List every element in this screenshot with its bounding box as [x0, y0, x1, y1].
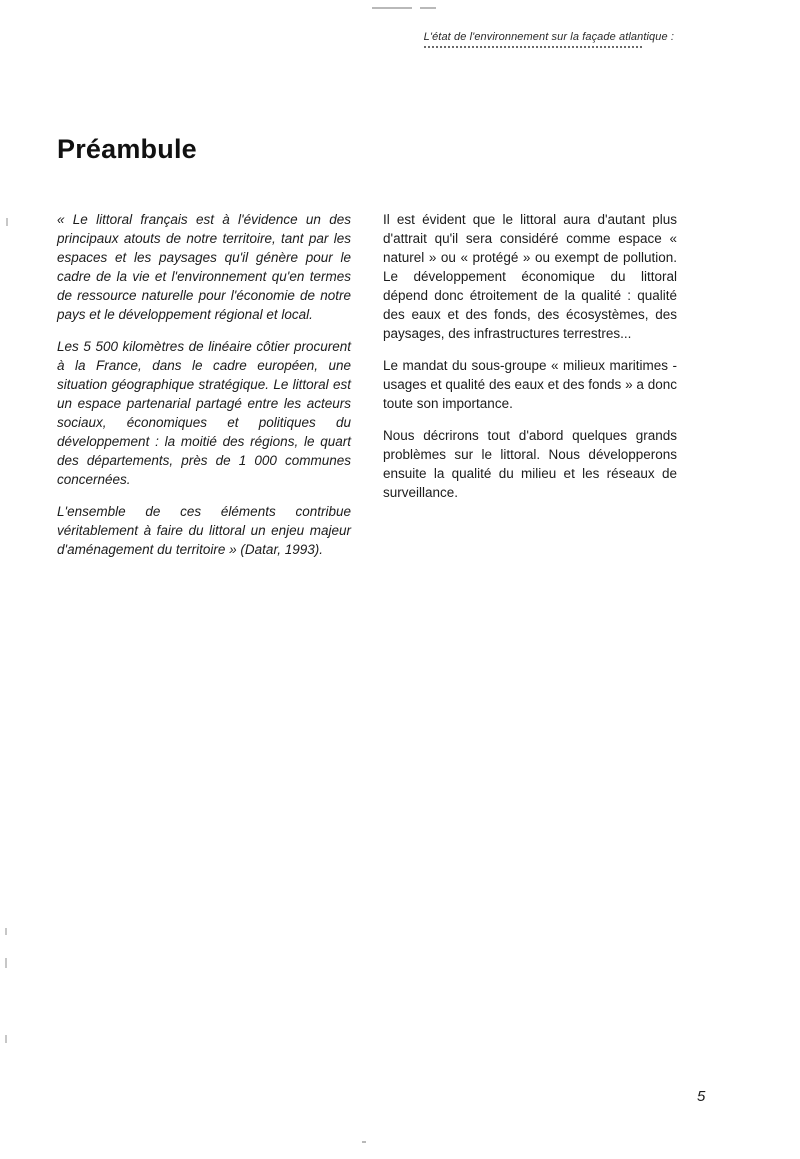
scan-artifact	[5, 928, 7, 935]
paragraph: Il est évident que le littoral aura d'autant plus d'attrait qu'il sera considéré comme espace « naturel » ou « protégé » ou exempt de pollution. Le développement économique du littoral dépend donc étroitement de la qualité : qualité des eaux et des fonds, des écosystèmes, des paysages, des infrastructures terrestres...	[383, 212, 677, 341]
scan-artifact	[5, 1035, 7, 1043]
paragraph: L'ensemble de ces éléments contribue véritablement à faire du littoral un enjeu majeur d'aménagement du territoire » (Datar, 1993).	[57, 504, 351, 557]
page-number: 5	[697, 1088, 706, 1105]
scan-artifact	[6, 218, 8, 226]
paragraph: Nous décrirons tout d'abord quelques grands problèmes sur le littoral. Nous développerons ensuite la qualité du milieu et les réseaux de surveillance.	[383, 428, 677, 500]
paragraph: Le mandat du sous-groupe « milieux maritimes - usages et qualité des eaux et des fonds » a donc toute son importance.	[383, 358, 677, 411]
scan-artifact	[5, 958, 7, 968]
running-header	[424, 31, 674, 48]
dotted-rule	[424, 46, 642, 48]
paragraph: « Le littoral français est à l'évidence un des principaux atouts de notre territoire, tant par les espaces et les paysages qu'il génère pour le cadre de la vie et l'environnement qu'en termes de ressource naturelle pour l'économie de notre pays et le développement régional et local.	[57, 212, 351, 322]
running-header-text: L'état de l'environnement sur la façade atlantique :	[423, 31, 674, 43]
paragraph: Les 5 500 kilomètres de linéaire côtier procurent à la France, dans le cadre européen, une situation géographique stratégique. Le littoral est un espace partenarial partagé entre les acteurs sociaux, économiques et politiques du développement : la moitié des régions, le quart des départements, près de 1 000 communes concernées.	[57, 339, 351, 487]
scan-artifact	[372, 7, 412, 9]
scan-artifact	[420, 7, 436, 9]
right-column	[383, 210, 677, 572]
left-column	[57, 210, 351, 572]
page-title: Préambule	[57, 134, 197, 165]
scan-artifact	[362, 1141, 366, 1143]
body-columns	[57, 210, 677, 572]
